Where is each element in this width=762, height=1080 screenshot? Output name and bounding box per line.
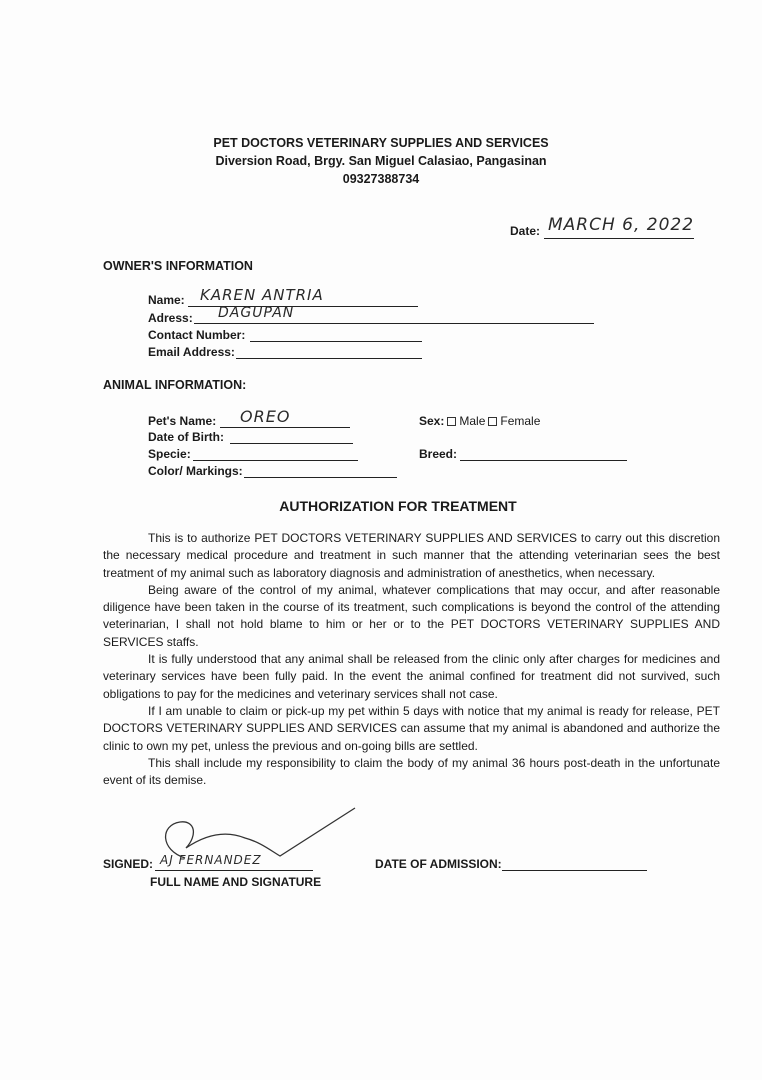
- pet-name-label: Pet's Name:: [148, 414, 217, 428]
- owner-section-title: OWNER'S INFORMATION: [103, 259, 253, 273]
- female-label: Female: [500, 414, 541, 428]
- signed-label: SIGNED:: [103, 857, 154, 871]
- sex-label: Sex:: [419, 414, 445, 428]
- dob-line: [230, 443, 353, 444]
- color-line: [244, 477, 397, 478]
- authorization-body: [103, 530, 720, 789]
- pet-name-value: OREO: [240, 407, 291, 426]
- male-label: Male: [459, 414, 486, 428]
- date-value: MARCH 6, 2022: [548, 215, 695, 235]
- paragraph: Being aware of the control of my animal, whatever complications that may occur, and after reasonable diligence have been taken in the course of its treatment, such complications is beyond the control of the attending veterinarian, I shall not hold blame to him or her or to the PET DOCTORS VETERINARY SUPPLIES AND SERVICES staffs.: [103, 582, 720, 649]
- female-checkbox[interactable]: [488, 417, 497, 426]
- clinic-phone: 09327388734: [342, 172, 420, 186]
- paragraph: This is to authorize PET DOCTORS VETERINARY SUPPLIES AND SERVICES to carry out this discretion the necessary medical procedure and treatment in such manner that the attending veterinarian sees the best treatment of my animal such as laboratory diagnosis and administration of anesthetics, when necessary.: [103, 531, 720, 580]
- owner-name-value: KAREN ANTRIA: [200, 286, 324, 304]
- owner-address-line: [194, 323, 594, 324]
- owner-contact-line: [250, 341, 422, 342]
- specie-label: Specie:: [148, 447, 191, 461]
- owner-name-label: Name:: [148, 293, 185, 307]
- color-label: Color/ Markings:: [148, 464, 243, 478]
- clinic-address: Diversion Road, Brgy. San Miguel Calasiao, Pangasinan: [215, 154, 547, 168]
- signed-name: AJ FERNANDEZ: [160, 853, 262, 867]
- admission-label: DATE OF ADMISSION:: [375, 857, 502, 871]
- owner-address-value: DAGUPAN: [218, 305, 295, 321]
- breed-label: Breed:: [419, 447, 458, 461]
- paragraph: If I am unable to claim or pick-up my pet within 5 days with notice that my animal is ready for release, PET DOCTORS VETERINARY SUPPLIES AND SERVICES can assume that my animal is abandoned and authorize the clinic to own my pet, unless the previous and on-going bills are settled.: [103, 703, 720, 753]
- signed-line: [155, 870, 313, 871]
- paragraph: It is fully understood that any animal shall be released from the clinic only after charges for medicines and veterinary services have been fully paid. In the event the animal confined for treatment did not survived, such obligations to pay for the medicines and veterinary services shall not case.: [103, 652, 720, 701]
- sex-field: [419, 414, 540, 428]
- owner-email-label: Email Address:: [148, 345, 235, 359]
- specie-line: [193, 460, 358, 461]
- owner-email-line: [236, 358, 422, 359]
- animal-section-title: ANIMAL INFORMATION:: [103, 378, 247, 392]
- authorization-title: AUTHORIZATION FOR TREATMENT: [279, 498, 517, 514]
- signature-caption: FULL NAME AND SIGNATURE: [150, 875, 322, 889]
- date-label: Date:: [510, 224, 541, 238]
- clinic-name: PET DOCTORS VETERINARY SUPPLIES AND SERVICES: [213, 136, 549, 150]
- male-checkbox[interactable]: [447, 417, 456, 426]
- dob-label: Date of Birth:: [148, 430, 224, 444]
- admission-line: [502, 870, 647, 871]
- paragraph: This shall include my responsibility to claim the body of my animal 36 hours post-death in the unfortunate event of its demise.: [103, 755, 720, 788]
- owner-contact-label: Contact Number:: [148, 328, 246, 342]
- pet-name-line: [220, 427, 350, 428]
- breed-line: [460, 460, 627, 461]
- date-line: [544, 238, 694, 239]
- owner-address-label: Adress:: [148, 311, 193, 325]
